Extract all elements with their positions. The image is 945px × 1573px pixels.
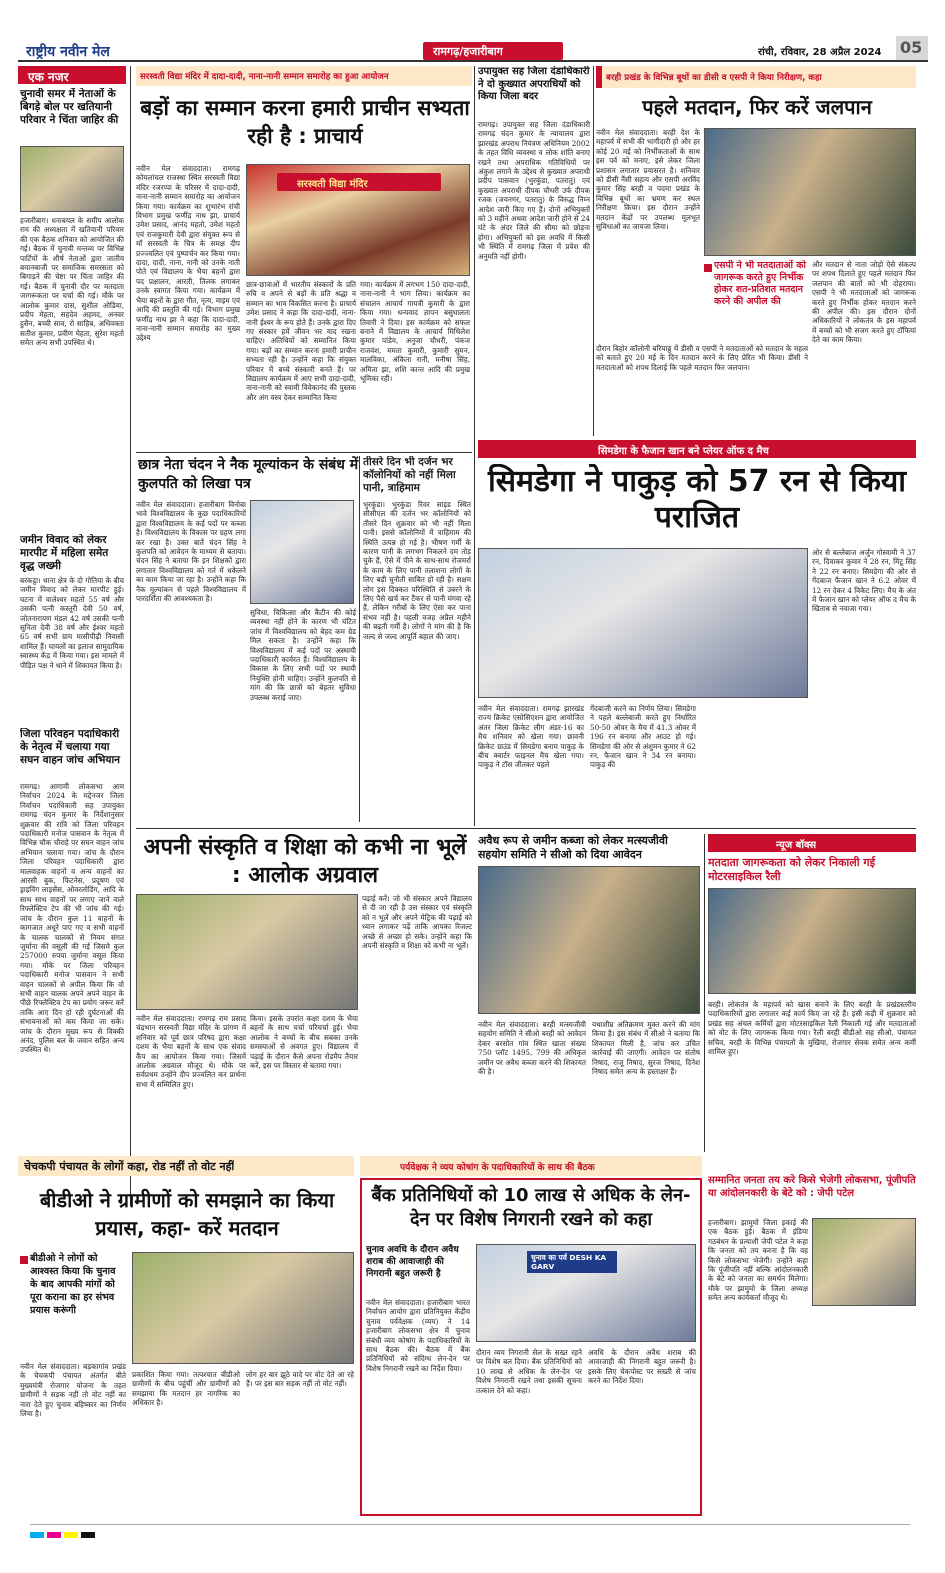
- election-banner: चुनाव का पर्व DESH KA GARV: [527, 1251, 617, 1273]
- section-tag: [423, 42, 563, 60]
- saraswati-col1: नवीन मेल संवाददाता। रामगढ़ कोयलांचल राजस्था स्थित सरस्वती विद्या मंदिर रजरप्पा के परिसर में दादा-दादी, नाना-नानी सम्मान समारोह का आयोजन किया गया। कार्यक्रम का शुभारंभ रांची विभाग प्रमुख फणींद्र नाथ झा, प्राचार्य उमेश प्रसाद, आनंद महतो, उमेश महतो एवं राजकुमारी देवी द्वारा संयुक्त रूप से माँ सरस्वती के चित्र के समक्ष दीप प्रज्ज्वलित एवं पुष्पार्चन कर किया गया। दादा, दादी, नाना, नानी को उनके नाती पोते एवं विद्यालय के भैया बहनों द्वारा पद प्रक्षालन, आरती, तिलक लगाकर उनके स्वागत किया गया। कार्यक्रम में भैया बहनों के द्वारा गीत, नृत्य, माइम एवं आदि की प्रस्तुति की गई। विभाग प्रमुख फणींद्र नाथ झा ने कहा कि दादा-दादी, नाना-नानी सम्मान समारोह का मुख्य उद्देश्य: [136, 164, 240, 343]
- print-color-strip: [30, 1524, 910, 1538]
- chandan-headline: छात्र नेता चंदन ने नैक मूल्यांकन के संबंध में कुलपति को लिखा पत्र: [138, 457, 359, 492]
- chechakpi-kicker: चेचकपी पंचायत के लोगों कहा, रोड नहीं तो वोट नहीं: [18, 1156, 354, 1176]
- rally-body: बरही। लोकतंत्र के महापर्व को खास बनाने के लिए बरही के प्रखंडस्तरीय पदाधिकारियों द्वारा लगातार कई कार्य किए जा रहे हैं। इसी कड़ी में शुक्रवार को प्रखंड सह अंचल कर्मियों द्वारा मोटरसाइकिल रैली निकाली गई और मतदाताओं को वोट के लिए जागरूक किया गया। रैली बरही बीडीओ सह सीओ, पंचायत सचिव, बरही के विभिन्न पंचायतों के मुखिया, रोजगार सेवक समेत अन्य कर्मी शामिल हुए।: [708, 1000, 916, 1057]
- saraswati-banner: सरस्वती विद्या मंदिर: [277, 173, 441, 191]
- barhi-headline: पहले मतदान, फिर करें जलपान: [642, 95, 872, 119]
- teesre-headline: तीसरे दिन भी दर्जन भर कॉलोनियों को नहीं मिला पानी, त्राहिमाम: [363, 456, 456, 494]
- chechakpi-col1: नवीन मेल संवाददाता। बड़कागांव प्रखंड के चेचकपी पंचायत अंतर्गत बीते मुख्यमंत्री रोजगार योजना के तहत ग्रामीणों ने सड़क नहीं तो वोट नहीं का नारा देते हुए चुनाव बहिष्कार का निर्णय लिया है।: [20, 1362, 126, 1419]
- sanskriti-col1: नवीन मेल संवाददाता। रामगढ़ राम प्रसाद चंद्रभान सरस्वती विद्या मंदिर के प्रांगण में शनिवार को पूर्व छात्र परिषद द्वारा कक्षा दशम के भैया बहनों के साथ एक संवाद कैंप का आयोजन किया गया। जिसमें आलोक अग्रवाल मौजूद थे। मौके पर सर्वप्रथम उन्होंने दीप प्रज्वलित कर प्रार्थना सभा में सम्मिलित हुए।: [136, 1014, 246, 1089]
- chandan-col1: नवीन मेल संवाददाता। हजारीबाग विनोबा भावे विश्वविद्यालय के कुछ पदाधिकारियों द्वारा विश्वविद्यालय के कई पदों पर कब्जा है। विश्वविद्यालय के विकास पर ग्रहण लगा कर रखा है। उक्त बातें चंदन सिंह ने कुलपति को आवेदन के माध्यम से बताया। चंदन सिंह ने बताया कि इन शिक्षकों द्वारा लगातार विश्वविद्यालय को गर्त में धकेलने का काम किया जा रहा है। उन्होंने कहा कि नैक मूल्यांकन से पहले विश्वविद्यालय में पारदर्शिता की आवश्यकता है।: [136, 500, 246, 604]
- bank-subhead: चुनाव अवधि के दौरान अवैध शराब की आवाजाही की निगरानी बहुत जरूरी है: [366, 1245, 459, 1279]
- barhi-subhead: एसपी ने भी मतदाताओं को जागरूक करते हुए निर्भीक होकर शत-प्रतिशत मतदान करने की अपील की: [714, 260, 806, 307]
- patel-headline: सम्मानित जनता तय करे किसे भेजेगी लोकसभा, पूंजीपति या आंदोलनकारी के बेटे को : जेपी पटेल: [708, 1175, 916, 1199]
- upayukt-headline: उपायुक्त सह जिला दंडाधिकारी ने दो कुख्यात अपराधियों को किया जिला बदर: [478, 66, 590, 102]
- saraswati-kicker: सरस्वती विद्या मंदिर में दादा-दादी, नाना-नानी सम्मान समारोह का हुआ आयोजन: [136, 66, 472, 86]
- patel-photo: [812, 1218, 916, 1306]
- chandan-portrait: [250, 500, 354, 604]
- story-body: रामगढ़। आगामी लोकसभा आम निर्वाचन 2024 के मद्देनजर जिला निर्वाचन पदाधिकारी सह उपायुक्त रामगढ़ चंदन कुमार के निर्देशानुसार शुक्रवार की रात्रि को जिला परिवहन पदाधिकारी मनोज पासवान के नेतृत्व में विभिन्न चौक चौराहे पर सघन वाहन जांच अभियान चलाया गया। जांच के दौरान जिला परिवहन पदाधिकारी द्वारा मालवाहक वाहनों व अन्य वाहनों का आरसी बुक, फिटनेस, प्रदूषण एवं ड्राइविंग लाइसेंस, ओवरलोडिंग, आदि के साथ साथ वाहनों पर लगाए जाने वाले रिफ्लेक्टिव टेप की भी जांच की गई। जांच के दौरान कुल 11 वाहनों के कागजात अधूरे पाए गए व सभी वाहनों के चालक चालकों से नियम संगत जुर्माना की वसूली की गई जिसमे कुल 257000 रुपया जुर्माना वसूल किया गया। मौके पर जिला परिवहन पदाधिकारी मनोज पासवान ने सभी वाहन चालकों से अपील किया कि वो सभी वाहन चालक अपने अपने वाहन के पीछे रिफ्लेक्टिव टेप का प्रयोग जरूर करें ताकि आए दिन हो रही दुर्घटनाओं की संभावनाओं को कम किया जा सके। जांच के दौरान मुख्य रूप से विक्की अनंद, पुलिस बल के जवान सहित अन्य उपस्थित थे।: [20, 782, 124, 1055]
- sanskriti-headline: अपनी संस्कृति व शिक्षा को कभी ना भूलें : आलोक अग्रवाल: [143, 835, 467, 888]
- simdega-kicker: सिमडेगा के फैजान खान बने प्लेयर ऑफ द मैच: [478, 440, 916, 458]
- sanskriti-col2: किया। इसके उपरांत कक्षा दशम के भैया बहनों के साथ चर्चा परिचर्चा हुई। भैया आलोक ने बच्चों के बीच सबका उनके समस्याओं से अवगत हुए। विद्यालय में पढ़ाई के दौरान कैसे अपना रोडमैप तैयार करें, इस पर विस्तार से बताया गया।: [250, 1014, 358, 1071]
- bank-photo: [476, 1244, 696, 1342]
- sanskriti-photo: [136, 894, 358, 1010]
- masthead: [18, 36, 928, 62]
- rule: [136, 452, 472, 453]
- chechakpi-col2: प्रकाशित किया गया। तत्पश्चात बीडीओ ग्रामीणों के बीच पहुंचीं और ग्रामीणों को समझाया कि मतदान हर नागरिक का अधिकार है।: [132, 1370, 240, 1408]
- avaidh-photo: [478, 866, 700, 1014]
- bank-kicker: पर्यवेक्षक ने व्यय कोषांग के पदाधिकारियों के साथ की बैठक: [360, 1156, 702, 1176]
- barhi-kicker: बरही प्रखंड के विभिन्न बूथों का डीसी व एसपी ने किया निरीक्षण, कहा: [596, 66, 916, 88]
- column-divider: [593, 66, 594, 436]
- saraswati-headline: बड़ों का सम्मान करना हमारी प्राचीन सभ्यता रही है : प्राचार्य: [140, 96, 470, 148]
- section-label: रामगढ़/हजारीबाग: [433, 45, 503, 58]
- chechakpi-photo: [132, 1252, 354, 1364]
- chechakpi-subhead: बीडीओ ने लोगों को आश्वस्त किया कि चुनाव के बाद आपकी मांगों को पूरा कराना का हर संभव प्रयास करूंगी: [30, 1253, 116, 1316]
- saraswati-photo: [246, 164, 470, 276]
- meeting-photo: [20, 146, 124, 212]
- patel-body: हजारीबाग। झामुमो जिला इकाई की एक बैठक हुई। बैठक में इंडिया गठबंधन के प्रत्याशी जेपी पटेल ने कहा कि जनता को तय करना है कि वह किसे लोकसभा भेजेगी। उन्होंने कहा कि पूंजीपति नहीं बल्कि आंदोलनकारी के बेटे को जनता का समर्थन मिलेगा। मौके पर झामुमो के जिला अध्यक्ष समेत अन्य कार्यकर्ता मौजूद थे।: [708, 1218, 808, 1303]
- square-bullet-icon: [704, 264, 712, 272]
- sanskriti-col3: पढ़ाई करें। जो भी संस्कार अपने विद्यालय से दी जा रही है उस संस्कार एवं संस्कृति को न भूलें और अपने मेट्रिक की पढ़ाई को ध्यान लगाकर पढ़ें ताकि आपका रिजल्ट अच्छे से अच्छा हो सके। उन्होंने कहा कि अपनी संस्कृति व शिक्षा को कभी ना भूलें।: [362, 894, 472, 951]
- upayukt-body: रामगढ़। उपायुक्त सह जिला दंडाधिकारी रामगढ़ चंदन कुमार के न्यायालय द्वारा झारखंड अपराध नियंत्रण अधिनियम 2002 के तहत विधि व्यवस्था व लोक शांति बनाए रखने तथा अपराधिक गतिविधियों पर अंकुश लगाने के उद्देश्य से कुख्यात अपराधी प्रदीप पासवान (भुरकुंडा, पतरातु) एवं कुख्यात अपराधी दीपक चौधरी उर्फ दीपक रजक (जयनगर, पतरातु) के विरुद्ध निम्न आदेश जारी किए गए हैं। दोनों अभियुक्तों को 3 महीने अथवा आदेश जारी होने से 24 घंटे के अंदर जिले की सीमा को छोड़ना होगा। अभियुक्तों को इस अवधि में किसी भी स्थिति में रामगढ़ जिला में प्रवेश की अनुमति नहीं होगी।: [478, 120, 590, 261]
- barhi-col1: नवीन मेल संवाददाता। बरही देश के महापर्व में सभी की भागीदारी हो और हर कोई 20 मई को निर्भीकताओं के साथ इस पर्व को मनाए, इसे लेकर जिला प्रशासन लगातार प्रयासरत है। शनिवार को डीसी नैंसी सहाय और एसपी अरविंद कुमार सिंह बरही व पदमा प्रखंड के विभिन्न बूथों का भ्रमण कर स्थल निरीक्षण किया। इस दौरान उन्होंने मतदान केंद्रों पर उपलब्ध मूलभूत सुविधाओं का जायजा लिया।: [596, 128, 700, 232]
- avaidh-col1: नवीन मेल संवाददाता। बरही मत्स्यजीवी सहयोग समिति ने सीओ बरही को आवेदन देकर बरसोत गांव स्थित खाता संख्या 750 प्लॉट 1495, 799 की अधिकृत जमीन पर अवैध कब्जा करने की शिकायत की है।: [478, 1020, 586, 1077]
- teesre-body: भुरकुंडा। भुरकुंडा रिवर साइड स्थित सीसीएल की दर्जन भर कॉलोनियों को तीसरे दिन शुक्रवार को भी नहीं मिला पानी। इससे कॉलोनियों में त्राहिमाम की स्थिति उत्पन्न हो गई है। भीषण गर्मी के कारण पानी के लगभग निकलने दम तोड़ चुके हैं, ऐसे में पीने के साथ-साथ रोजमर्रा के काम के लिए पानी तलाशना लोगों के लिए बड़ी चुनौती साबित हो रही है। सक्षम लोग इस दिक्कत परिस्थिति से उबरने के लिए पैसे खर्च कर टैंकर से पानी मंगवा रहे हैं, लेकिन गरीबों के लिए ऐसा कर पाना संभव नहीं है। पहली वजह अप्रैल महीने की बढ़ती गर्मी है। लोगों ने मांग की है कि जल्द से जल्द आपूर्ति बहाल की जाए।: [363, 500, 471, 641]
- column-divider: [359, 456, 360, 822]
- simdega-col1: नवीन मेल संवाददाता। रामगढ़ झारखंड राज्य क्रिकेट एसोसिएशन द्वारा आयोजित अंतर जिला क्रिकेट लीग अंडर-16 का मैच शनिवार को खेला गया। छावनी क्रिकेट ग्राउंड में सिमडेगा बनाम पाकुड़ के बीच क्वार्टर फाइनल मैच खेला गया। पाकुड़ ने टॉस जीतकर पहले: [478, 704, 584, 770]
- brand-logo: राष्ट्रीय नवीन मेल: [26, 44, 110, 60]
- ek-nazar-column: [18, 66, 126, 1206]
- story-body: बरकट्ठा। थाना क्षेत्र के दो गोतिया के बीच जमीन विवाद को लेकर मारपीट हुई। घटना में वालेश्वर महतो 55 वर्ष और उसकी पत्नी कस्तूरी देवी 50 वर्ष, जोतनारायण मंडल 42 वर्ष उसकी पत्नी सुनिता देवी 38 वर्ष और ईश्वर महतो 65 वर्ष सभी ग्राम मासीपीढ़ी निवासी शामिल हैं। घायलों का इलाज सामुदायिक स्वास्थ्य केंद्र में किया गया। इस मामले में पीड़ित पक्ष ने थाने में शिकायत किया है।: [20, 576, 124, 670]
- bank-col2: दौरान व्यय निगरानी सेल के सख्त रहने पर विशेष बल दिया। बैंक प्रतिनिधियों को 10 लाख से अधिक के लेन-देन पर विशेष निगरानी रखने तथा इसकी सूचना तत्काल देने को कहा।: [476, 1348, 582, 1395]
- column-divider: [704, 834, 705, 1152]
- cricket-photo: [478, 548, 808, 698]
- barhi-photo: [704, 128, 916, 256]
- saraswati-col2: छात्र-छात्राओं में भारतीय संस्कारों के प्रति रुचि व अपने से बड़ों के प्रति श्रद्धा व सम्मान का भाव विकसित करना है। प्राचार्य उमेश प्रसाद ने कहा कि दादा-दादी, नाना-नानी ईश्वर के रूप होते हैं। उनके द्वारा दिए गए संस्कार हमें जीवन भर याद रखना चाहिए। अतिथियों को सम्मानित किया गया। बड़ों का सम्मान करना हमारी प्राचीन सभ्यता रही है। उन्होंने कहा कि संयुक्त परिवार में बच्चे संस्कारी बनते हैं। पर विद्यालय कार्यक्रम में आए सभी दादा-दादी, नाना-नानी को स्वामी विवेकानंद की पुस्तक और अंग वस्त्र देकर सम्मानित किया: [246, 280, 356, 402]
- ek-nazar-label: एक नजर: [18, 66, 126, 84]
- column-divider: [130, 66, 131, 1206]
- barhi-col3: और मतदान से नाता जोड़ो ऐसे संकल्प पर शपथ दिलाते हुए पहले मतदान फिर जलपान की बातों को भी दोहराया। एसपी ने भी मतदाताओं को जागरूक करते हुए निर्भीक होकर मतदान करने की अपील की। इस दौरान दोनों अधिकारियों ने लोकतंत्र के इस महापर्व में बच्चों को भी सजग करते हुए टॉफियां देते का काम किया।: [812, 260, 916, 345]
- bank-headline: बैंक प्रतिनिधियों को 10 लाख से अधिक के लेन-देन पर विशेष निगरानी रखने को कहा: [371, 1185, 691, 1230]
- barhi-col2: दौरान बिहोर कॉलोनी बरियाठ्ठ में डीसी व एसपी ने मतदाताओं को मतदान के महत्व को बताते हुए 20 मई के दिन मतदान करने के लिए प्रेरित भी किया। डीसी ने मतदाताओं को शपथ दिलाई कि पहले मतदान फिर जलपान।: [596, 344, 808, 372]
- news-box-label: न्यूज बॉक्स: [708, 834, 916, 852]
- chechakpi-headline: बीडीओ ने ग्रामीणों को समझाने का किया प्रयास, कहा- करें मतदान: [39, 1188, 335, 1240]
- chechakpi-subhead-box: [20, 1252, 126, 1352]
- saraswati-col3: गया। कार्यक्रम में लगभग 150 दादा-दादी, नाना-नानी ने भाग लिया। कार्यक्रम का संचालन आचार्य गायत्री कुमारी के द्वारा किया गया। धन्यवाद ज्ञापन बसुधालता तिवारी ने दिया। इस कार्यक्रम को सफल बनाने में विद्यालय के आचार्य मिथिलेश कुमार पांडेय, अनुजा चौधरी, पंकज राजवंश, ममता कुमारी, कुमारी सुमन, मालविका, अंकिता रानी, मनीषा सिंह, अमिता झा, शशि कान्त आदि की प्रमुख भूमिका रही।: [360, 280, 470, 384]
- chechakpi-col3: लोग हर बार झूठे वादे पर वोट देते आ रहे हैं। पर इस बार सड़क नहीं तो वोट नहीं।: [246, 1370, 354, 1389]
- story-headline: चुनावी समर में नेताओं के बिगड़े बोल पर खतियानी परिवार ने चिंता जाहिर की: [20, 88, 119, 126]
- bank-col3: अवधि के दौरान अवैध शराब की आवाजाही की निगरानी बहुत जरूरी है। इसके लिए चेकपोस्ट पर सख्ती से जांच करने का निर्देश दिया।: [588, 1348, 696, 1386]
- avaidh-col2: यथाशीघ्र अतिक्रमण मुक्त करने की मांग किया है। इस संबंध में सीओ ने बताया कि शिकायत मिली है, जांच कर उचित कार्रवाई की जाएगी। आवेदन पर संतोष निषाद, राजू निषाद, सुरज निषाद, दिनेश निषाद समेत अन्य के हस्ताक्षर हैं।: [592, 1020, 700, 1077]
- column-divider: [474, 66, 475, 826]
- story-headline: जिला परिवहन पदाधिकारी के नेतृत्व में चलाया गया सघन वाहन जांच अभियान: [20, 728, 120, 766]
- simdega-col2: गेंदबाजी करने का निर्णय लिया। सिमडेगा ने पहले बल्लेबाजी करते हुए निर्धारित 50-50 ओवर के मैच में 41.3 ओवर में 196 रन बनाया और आउट हो गई। सिमडेगा की ओर से अंशुमन कुमार ने 62 रन, फैजान खान ने 34 रन बनाया। पाकुड़ की: [590, 704, 696, 770]
- dateline: रांची, रविवार, 28 अप्रैल 2024: [758, 47, 882, 58]
- rally-photo: [708, 888, 916, 994]
- rally-headline: मतदाता जागरूकता को लेकर निकाली गई मोटरसाइकिल रैली: [708, 856, 875, 883]
- bank-col1: नवीन मेल संवाददाता। हजारीबाग भारत निर्वाचन आयोग द्वारा प्रतिनियुक्त केंद्रीय चुनाव पर्यवेक्षक (व्यय) ने 14 हजारीबाग लोकसभा क्षेत्र में चुनाव संबंधी व्यय कोषांग के पदाधिकारियों के साथ बैठक की। बैठक में बैंक प्रतिनिधियों को संदिग्ध लेन-देन पर विशेष निगरानी रखने का निर्देश दिया।: [366, 1298, 470, 1373]
- story-body: हजारीबाग। धनाबयल के समीप आलोक राय की अध्यक्षता में खतियानी परिवार की एक बैठक शनिवार को आयोजित की गई। बैठक में चुनावी मन्तव्य पर विभिन्न पार्टियों के शीर्ष नेताओं द्वारा जातीय बयानबाजी पर समाजिक समरसता को बिगाड़ने की चेष्टा पर चिंता जाहिर की गई। बैठक में चुनावी दौर पर मतदाता जागरूकता पर चर्चा की गई। मौके पर आलोक कुमार दास, सुशील ओडिया, प्रदीप मेहता, सहदेव अहमद, अनवर हुसैन, बच्ची साव, रो साहिब, अधिवक्ता सतीश कुमार, प्रवीण मेहता, सुरेश महतो समेत अन्य सभी उपस्थित थे।: [20, 216, 124, 348]
- barhi-subhead-box: [704, 260, 808, 340]
- square-bullet-icon: [20, 1256, 28, 1264]
- simdega-col3: ओर से बल्लेबाज अर्जुन गोस्वामी ने 37 रन, दिवाकर कुमार ने 28 रन, मिंटू सिंह ने 22 रन बनाए। सिमडेगा की ओर से गेंदबाज फैजान खान ने 6.2 ओवर में 12 रन देकर 4 विकेट लिए। मैच के अंत में फैजान खान को प्लेयर ऑफ द मैच के खिताब से नवाजा गया।: [812, 548, 916, 614]
- avaidh-headline: अवैध रूप से जमीन कब्जा को लेकर मत्स्यजीवी सहयोग समिति ने सीओ को दिया आवेदन: [478, 834, 668, 861]
- simdega-headline: सिमडेगा ने पाकुड़ को 57 रन से किया पराजित: [487, 464, 907, 535]
- rule: [136, 828, 916, 829]
- page-number: 05: [896, 36, 928, 60]
- chandan-col2: सुविधा, चिकित्सा और कैंटीन की कोई व्यवस्था नहीं होने के कारण भी घंटित जांच में विश्वविद्यालय को बेहद कम ग्रेड मिल सकता है। उन्होंने कहा कि विश्वविद्यालय में कई पदों पर अस्थायी पदाधिकारी कार्यरत हैं। विश्वविद्यालय के विकास के लिए सभी पदों पर स्थायी नियुक्ति होनी चाहिए। उन्होंने कुलपति से मांग की कि छात्रों को बेहतर सुविधा उपलब्ध कराई जाए।: [250, 608, 356, 702]
- story-headline: जमीन विवाद को लेकर मारपीट में महिला समेत वृद्ध जख्मी: [20, 534, 109, 572]
